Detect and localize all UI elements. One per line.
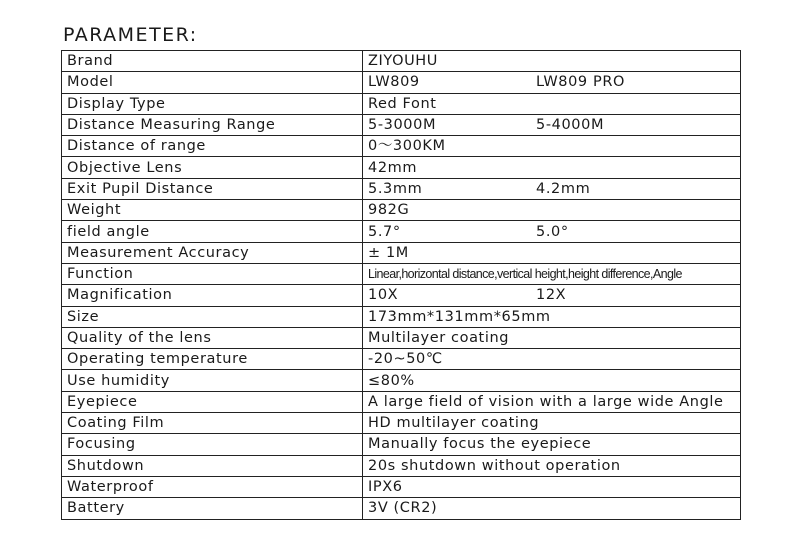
table-row <box>62 349 741 370</box>
row-label: Waterproof <box>62 476 363 497</box>
row-label: field angle <box>62 221 363 242</box>
row-value <box>363 51 741 72</box>
row-label: Distance Measuring Range <box>62 114 363 135</box>
row-value <box>363 136 741 157</box>
row-label: Quality of the lens <box>62 327 363 348</box>
value-primary: 20s shutdown without operation <box>368 457 621 474</box>
row-value <box>363 263 741 284</box>
table-row <box>62 391 741 412</box>
row-label: Coating Film <box>62 413 363 434</box>
row-label: Model <box>62 72 363 93</box>
value-primary: LW809 <box>368 74 420 91</box>
row-label: Use humidity <box>62 370 363 391</box>
value-primary: Linear,horizontal distance,vertical height,height difference,Angle <box>368 267 682 282</box>
row-value <box>363 72 741 93</box>
row-label: Objective Lens <box>62 157 363 178</box>
row-value <box>363 498 741 519</box>
table-row <box>62 51 741 72</box>
row-value <box>363 114 741 135</box>
table-row <box>62 93 741 114</box>
row-value <box>363 200 741 221</box>
table-row <box>62 157 741 178</box>
value-secondary: 5.0° <box>536 223 569 240</box>
row-value <box>363 434 741 455</box>
row-label: Measurement Accuracy <box>62 242 363 263</box>
table-row <box>62 263 741 284</box>
value-primary: 3V (CR2) <box>368 500 438 517</box>
row-value <box>363 391 741 412</box>
parameter-table-body <box>62 51 741 520</box>
table-row <box>62 413 741 434</box>
table-row <box>62 434 741 455</box>
row-label: Display Type <box>62 93 363 114</box>
value-primary: ≤80% <box>368 372 415 389</box>
row-label: Operating temperature <box>62 349 363 370</box>
row-value <box>363 370 741 391</box>
row-label: Battery <box>62 498 363 519</box>
value-primary: 5.7° <box>368 223 401 240</box>
value-primary: 982G <box>368 202 410 219</box>
table-row <box>62 285 741 306</box>
value-primary: Multilayer coating <box>368 330 510 346</box>
row-value <box>363 285 741 306</box>
value-primary: IPX6 <box>368 479 403 496</box>
row-label: Function <box>62 263 363 284</box>
value-primary: Manually focus the eyepiece <box>368 436 592 453</box>
row-value <box>363 178 741 199</box>
value-primary: HD multilayer coating <box>368 415 540 432</box>
row-label: Shutdown <box>62 455 363 476</box>
value-secondary: 12X <box>536 287 567 304</box>
value-secondary: LW809 PRO <box>536 74 626 91</box>
value-primary: 10X <box>368 287 399 304</box>
row-label: Brand <box>62 51 363 72</box>
table-row <box>62 498 741 519</box>
row-label: Exit Pupil Distance <box>62 178 363 199</box>
table-row <box>62 476 741 497</box>
table-row <box>62 327 741 348</box>
value-primary: ± 1M <box>368 244 409 261</box>
table-row <box>62 136 741 157</box>
parameter-table <box>61 50 741 520</box>
row-label: Size <box>62 306 363 327</box>
row-value <box>363 93 741 114</box>
table-row <box>62 242 741 263</box>
value-secondary: 5-4000M <box>536 117 605 134</box>
table-row <box>62 114 741 135</box>
value-primary: 5-3000M <box>368 117 437 134</box>
row-value <box>363 306 741 327</box>
row-label: Eyepiece <box>62 391 363 412</box>
row-label: Weight <box>62 200 363 221</box>
table-row <box>62 178 741 199</box>
value-primary: A large field of vision with a large wide Angle <box>368 393 724 410</box>
row-value <box>363 327 741 348</box>
row-label: Focusing <box>62 434 363 455</box>
value-primary: 5.3mm <box>368 180 423 197</box>
table-row <box>62 72 741 93</box>
row-value <box>363 349 741 370</box>
row-label: Magnification <box>62 285 363 306</box>
value-primary: ZIYOUHU <box>368 53 439 70</box>
table-row <box>62 221 741 242</box>
row-value <box>363 242 741 263</box>
value-primary: 173mm*131mm*65mm <box>368 308 551 325</box>
value-primary: Red Font <box>368 95 437 112</box>
table-row <box>62 306 741 327</box>
row-value <box>363 157 741 178</box>
page-title: PARAMETER: <box>63 24 198 46</box>
row-value <box>363 221 741 242</box>
value-primary: -20~50℃ <box>368 351 443 368</box>
value-secondary: 4.2mm <box>536 180 591 197</box>
table-row <box>62 200 741 221</box>
value-primary: 42mm <box>368 159 418 176</box>
table-row <box>62 455 741 476</box>
row-value <box>363 413 741 434</box>
row-value <box>363 476 741 497</box>
row-value <box>363 455 741 476</box>
table-row <box>62 370 741 391</box>
value-primary: 0～300KM <box>368 138 446 155</box>
row-label: Distance of range <box>62 136 363 157</box>
